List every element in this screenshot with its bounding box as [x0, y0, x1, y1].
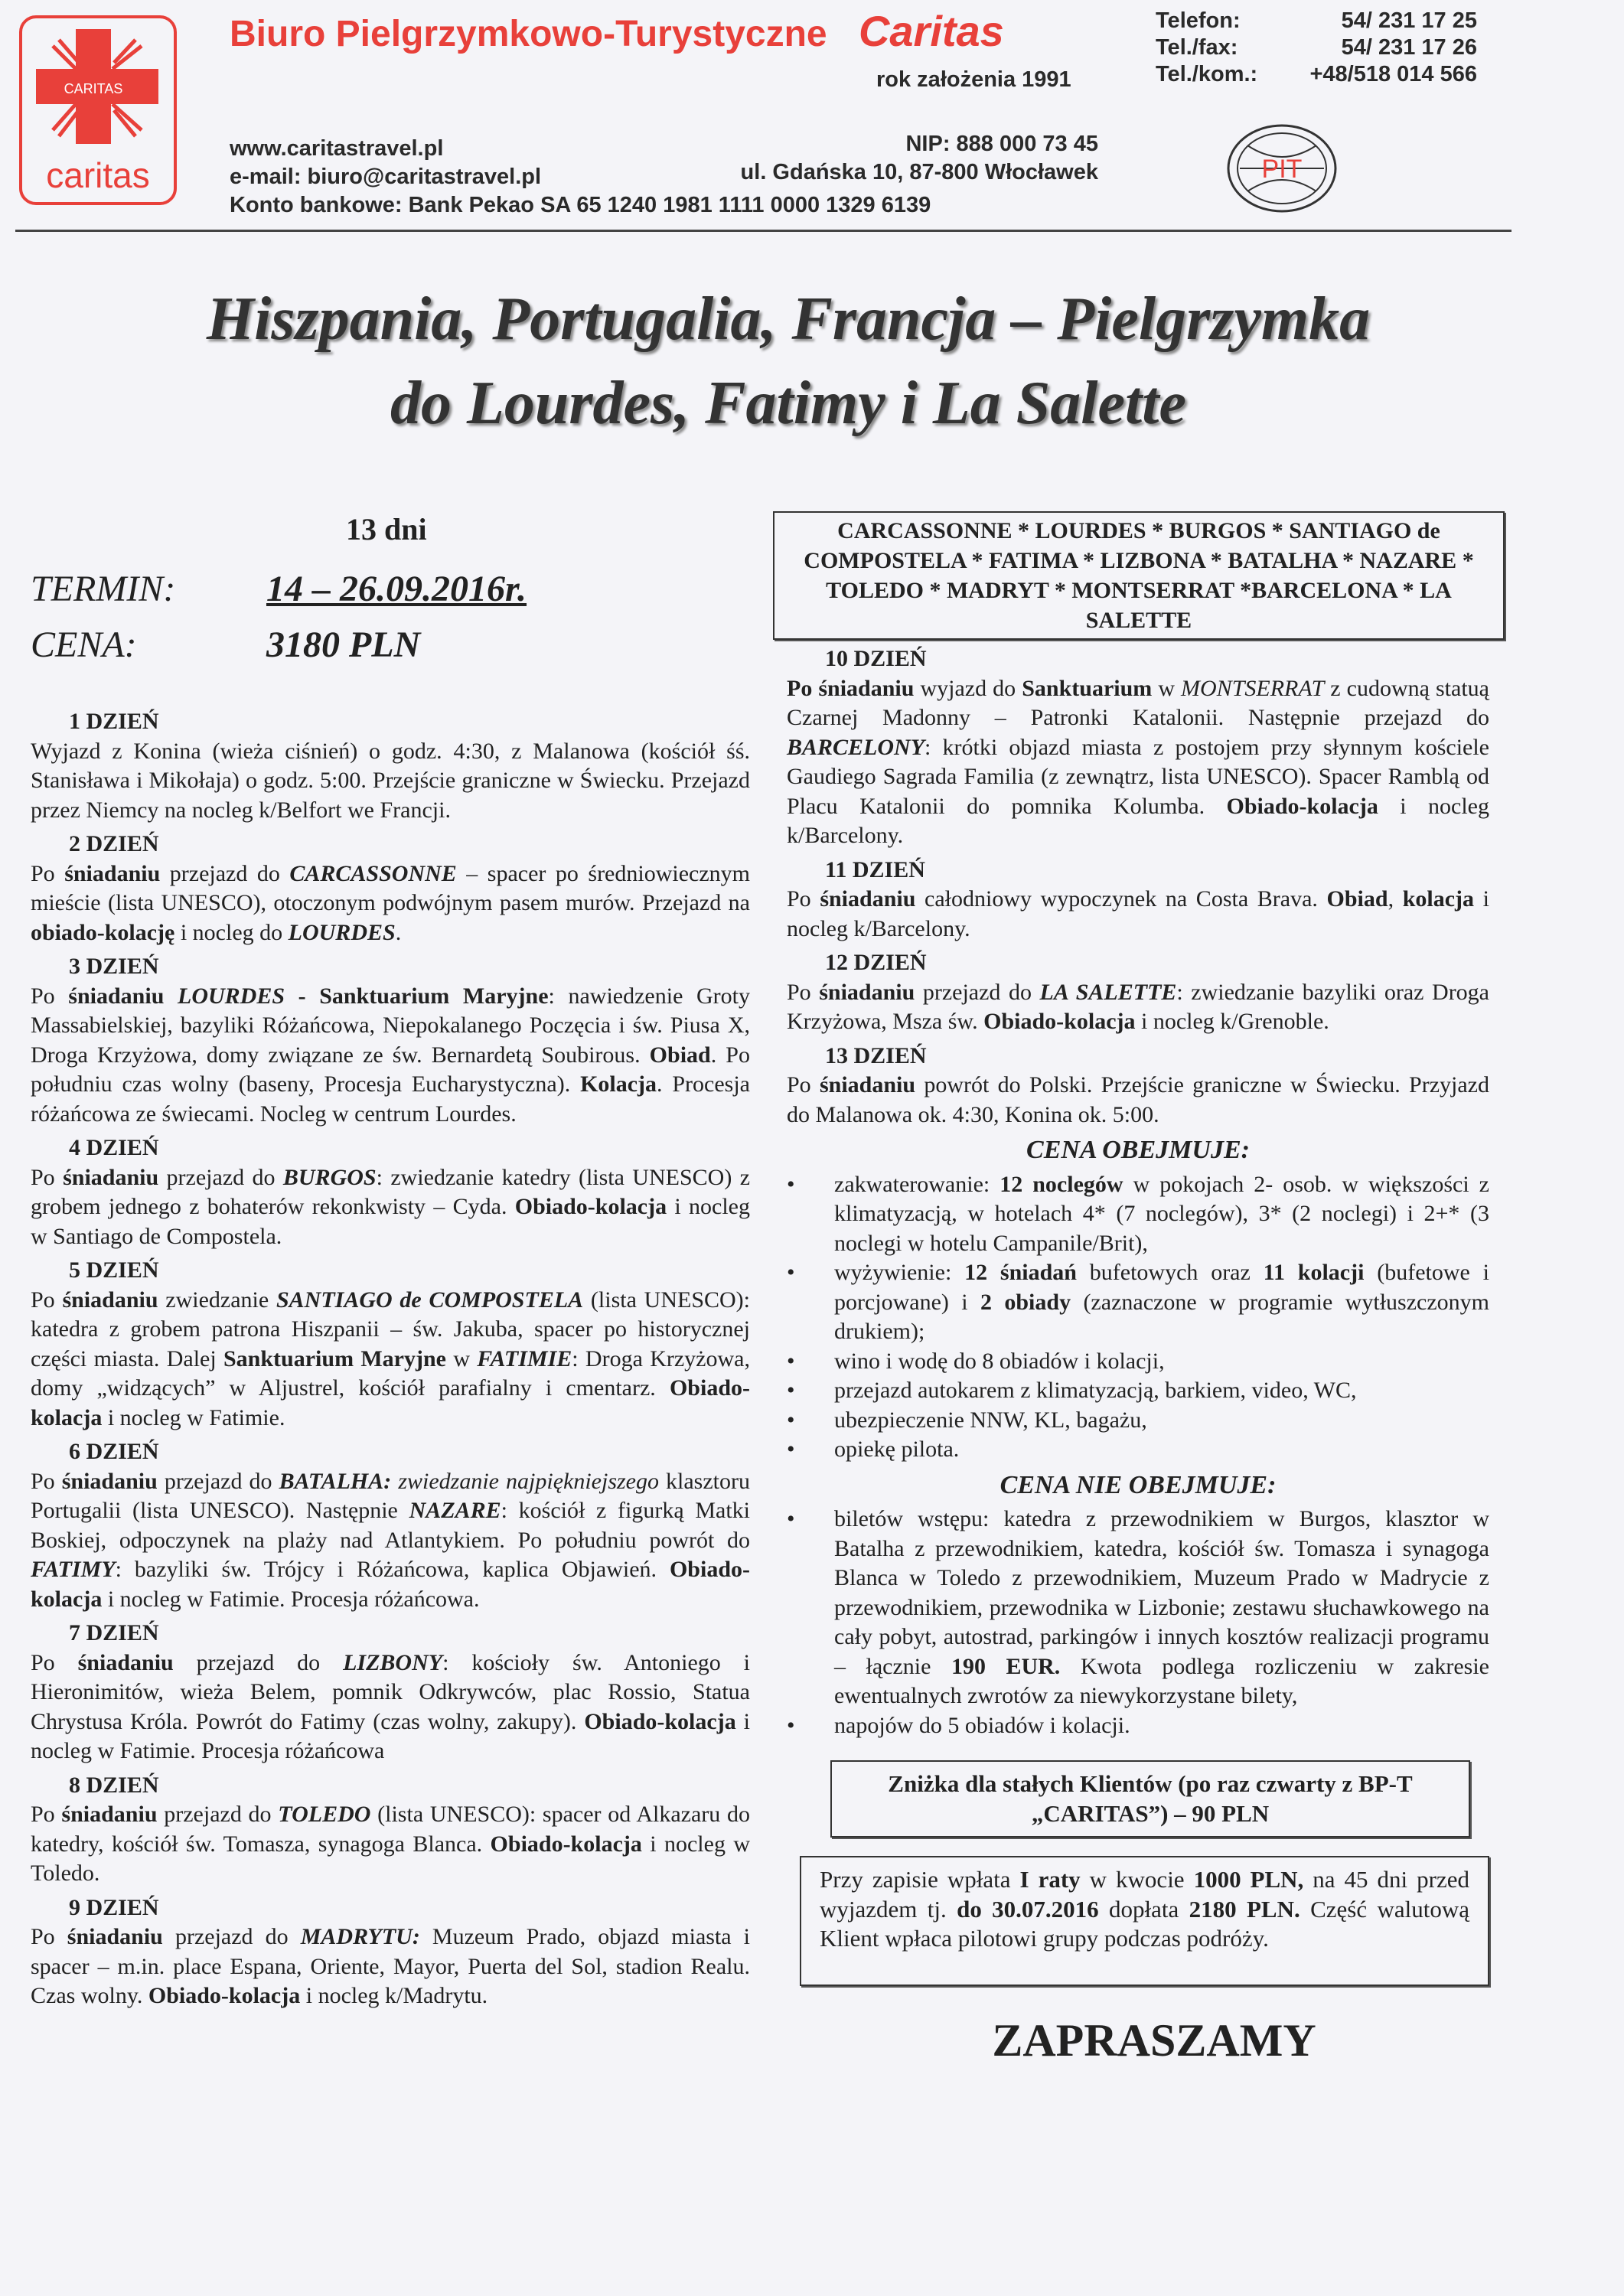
text-segment: Po: [787, 979, 820, 1005]
text-segment: Kwota podlega rozliczeniu w zakresie ewentualnych zwrotów za niewykorzystane bilety,: [834, 1653, 1489, 1708]
emphasized-text: MADRYTU:: [300, 1924, 420, 1949]
includes-list: [787, 1170, 1489, 1465]
contact-label: Tel./fax:: [1156, 35, 1238, 60]
text-segment: w: [446, 1345, 478, 1371]
text-segment: i nocleg k/Grenoble.: [1135, 1009, 1329, 1034]
emphasized-text: Obiado-kolacja: [148, 1983, 301, 2008]
text-segment: Część walutową Klient wpłaca pilotowi grupy podczas podróży.: [820, 1895, 1469, 1952]
text-segment: ,: [1388, 886, 1403, 912]
day-heading: 4 DZIEŃ: [69, 1135, 159, 1160]
globe-icon: [1225, 122, 1339, 214]
list-item: [787, 1711, 1489, 1741]
day-description: [787, 1071, 1489, 1130]
text-segment: (zaznaczone w programie wytłuszczonym drukiem);: [834, 1289, 1489, 1344]
contact-label: Tel./kom.:: [1156, 62, 1258, 86]
term-value: 14 – 26.09.2016r.: [266, 569, 527, 609]
emphasized-text: 12 śniadań: [964, 1260, 1077, 1285]
day-description: [31, 982, 750, 1130]
emphasized-text: FATIMY: [31, 1557, 116, 1582]
text-segment: wyżywienie:: [834, 1260, 965, 1285]
itinerary-right: [773, 511, 1505, 2066]
text-segment: Po: [787, 1072, 820, 1097]
day-description: [31, 859, 750, 948]
emphasized-text: SANTIAGO de COMPOSTELA: [276, 1287, 584, 1313]
text-segment: w pokojach 2- osob. w większości z klimatyzacją, w hotelach 4* (7 noclegów), 3* (2 noclegi) i 2+* (3 noclegi w hotelu Campanile/Brit),: [834, 1171, 1489, 1256]
founded-year: rok założenia 1991: [876, 67, 1071, 92]
route-box: [773, 511, 1505, 640]
company-name: Biuro Pielgrzymkowo-Turystyczne: [230, 14, 827, 54]
day-section: [787, 948, 1489, 1037]
emphasized-text: MONTSERRAT: [1181, 675, 1325, 701]
text-segment: .: [395, 919, 402, 945]
emphasized-text: LOURDES: [178, 983, 285, 1009]
day-description: [787, 885, 1489, 944]
text-segment: i nocleg k/Barcelony.: [787, 886, 1490, 941]
text-segment: powrót do Polski. Przejście graniczne w Świecku. Przyjazd do Malanowa ok. 4:30, Konina ok. 5:00.: [787, 1072, 1489, 1127]
text-segment: przejazd do: [173, 1649, 344, 1675]
text-segment: przejazd do: [160, 860, 290, 886]
text-segment: zakwaterowanie:: [834, 1171, 1000, 1197]
text-segment: Przy zapisie wpłata: [820, 1866, 1020, 1893]
term-label: TERMIN:: [31, 569, 176, 609]
list-item: [787, 1505, 1489, 1711]
emphasized-text: śniadaniu: [63, 1164, 159, 1190]
text-segment: bufetowych oraz: [1076, 1260, 1264, 1285]
text-segment: : nawiedzenie Groty Massabielskiej, bazyliki Różańcowa, Niepokalanego Poczęcia i św. Piusa X, Droga Krzyżowa, domy związane ze św. Bernardetą Soubirous.: [31, 983, 750, 1068]
emphasized-text: LOURDES: [288, 919, 396, 945]
pit-text: PIT: [1261, 155, 1303, 184]
list-item: [787, 1258, 1489, 1347]
emphasized-text: śniadaniu: [64, 860, 161, 886]
text-segment: przejazd do: [915, 979, 1040, 1005]
list-item: [787, 1170, 1489, 1259]
text-segment: Po: [31, 860, 65, 886]
duration: 13 dni: [346, 512, 427, 546]
text-segment: : krótki objazd miasta z postojem przy słynnym kościele Gaudiego Sagrada Familia (z zewnątrz, lista UNESCO). Spacer Ramblą od Placu Katalonii do pomnika Kolumba.: [787, 734, 1489, 819]
day-heading: 1 DZIEŃ: [69, 709, 159, 734]
text-segment: Po: [31, 1649, 78, 1675]
text-segment: i nocleg k/Madrytu.: [300, 1983, 488, 2008]
text-segment: : kościoły św. Antoniego i Hieronimitów, wieża Belem, pomnik Odkrywców, plac Rossio, Statua Chrystusa Króla. Powrót do Fatimy (czas wolny, zakupy).: [31, 1649, 751, 1734]
emphasized-text: Obiado-kolacja: [1226, 793, 1378, 819]
text-segment: przejazd do: [157, 1802, 279, 1827]
day-section: [31, 952, 750, 1129]
brand-name: Caritas: [858, 7, 1004, 55]
route-text: CARCASSONNE * LOURDES * BURGOS * SANTIAGO de COMPOSTELA * FATIMA * LIZBONA * BATALHA * NAZARE * TOLEDO * MADRYT * MONTSERRAT *BARCELONA * LA SALETTE: [804, 518, 1474, 633]
text-segment: (lista UNESCO): katedra z grobem patrona Hiszpanii – św. Jakuba, spacer po historycznej części miasta. Dalej: [31, 1287, 750, 1371]
text-segment: Po: [787, 886, 820, 912]
emphasized-text: 2 obiady: [980, 1289, 1071, 1315]
text-segment: (bufetowe i porcjowane) i: [834, 1260, 1489, 1315]
closing-text: ZAPRASZAMY: [992, 2014, 1316, 2066]
emphasized-text: Obiado-kolacja: [31, 1557, 750, 1612]
day-heading: 2 DZIEŃ: [69, 831, 159, 856]
emphasized-text: śniadaniu: [819, 979, 915, 1005]
emphasized-text: śniadaniu: [67, 1924, 163, 1949]
emphasized-text: BURGOS: [282, 1164, 377, 1190]
emphasized-text: Sanktuarium: [1022, 675, 1153, 701]
day-section: [31, 1437, 750, 1614]
text-segment: Po: [31, 1287, 63, 1313]
emphasized-text: kolacja: [1402, 886, 1475, 912]
day-heading: 3 DZIEŃ: [69, 954, 159, 979]
bank-account: Konto bankowe: Bank Pekao SA 65 1240 1981 1111 0000 1329 6139: [230, 193, 931, 217]
emphasized-text: 12 noclegów: [1000, 1171, 1123, 1197]
caritas-cross-icon: [22, 23, 174, 153]
payment-box: [800, 1856, 1489, 1986]
price-value: 3180 PLN: [266, 625, 421, 665]
day-description: [31, 1467, 750, 1615]
day-description: [31, 1923, 750, 2011]
day-section: [787, 1042, 1489, 1130]
text-segment: : zwiedzanie katedry (lista UNESCO) z grobem jednego z bohaterów rekonkwisty – Cyda.: [31, 1164, 751, 1219]
text-segment: przejazd autokarem z klimatyzacją, barkiem, video, WC,: [834, 1378, 1357, 1403]
logo-cross-text: CARITAS: [64, 81, 123, 96]
list-item: [787, 1435, 1489, 1465]
day-description: [31, 1800, 750, 1889]
list-item: [787, 1376, 1489, 1406]
emphasized-text: Po śniadaniu: [787, 675, 915, 701]
emphasized-text: Obiad: [1326, 886, 1388, 912]
emphasized-text: Obiado-kolacja: [983, 1009, 1136, 1034]
emphasized-text: 1000 PLN,: [1193, 1866, 1304, 1893]
discount-box: [830, 1760, 1470, 1838]
day-description: [31, 737, 750, 826]
text-segment: Muzeum Prado, objazd miasta i spacer – m.in. place Espana, Oriente, Mayor, Puerta del Sol, stadion Realu. Czas wolny.: [31, 1924, 751, 2008]
text-segment: opiekę pilota.: [834, 1437, 960, 1462]
text-segment: . Po południu czas wolny (baseny, Procesja Eucharystyczna).: [31, 1042, 750, 1097]
text-segment: wyjazd do: [914, 675, 1022, 701]
emphasized-text: śniadaniu: [62, 1287, 158, 1313]
emphasized-text: Obiado-kolacja: [31, 1375, 750, 1430]
text-segment: i nocleg do: [174, 919, 289, 945]
text-segment: i nocleg w Santiago de Compostela.: [31, 1194, 750, 1249]
emphasized-text: do 30.07.2016: [957, 1895, 1099, 1923]
text-segment: wino i wodę do 8 obiadów i kolacji,: [834, 1348, 1165, 1374]
text-segment: biletów wstępu: katedra z przewodnikiem w Burgos, klasztor w Batalha z przewodnikiem, katedra, kościół św. Tomasza i synagoga Blanca w Toledo z przewodnikiem, Muzeum Prado w Madrycie z przewodnikiem, przewodnika w Lizbonie; zestawu słuchawkowego na cały pobyt, autostrad, parkingów i innych kosztów realizacji programu – łącznie: [834, 1506, 1489, 1679]
discount-text: Zniżka dla stałych Klientów (po raz czwarty z BP-T „CARITAS”) – 90 PLN: [888, 1770, 1413, 1827]
text-segment: : kościół z figurką Matki Boskiej, odpoczynek na plaży nad Atlantykiem. Po południu powrót do: [31, 1498, 750, 1553]
text-segment: i nocleg w Fatimie. Procesja różańcowa.: [102, 1586, 480, 1612]
text-segment: : bazyliki św. Trójcy i Różańcowa, kaplica Objawień.: [115, 1557, 670, 1582]
text-segment: ubezpieczenie NNW, KL, bagażu,: [834, 1407, 1147, 1433]
page-title-line1: Hiszpania, Portugalia, Francja – Pielgrzymka: [206, 285, 1371, 353]
text-segment: przejazd do: [162, 1924, 301, 1949]
text-segment: : Droga Krzyżowa, domy „widzących” w Aljustrel, kościół parafialny i cmentarz.: [31, 1345, 750, 1401]
emphasized-text: zwiedzanie najpiękniejszego: [391, 1468, 659, 1494]
emphasized-text: Sanktuarium Maryjne: [223, 1345, 446, 1371]
text-segment: Po: [31, 983, 69, 1009]
excludes-list: [787, 1505, 1489, 1740]
text-segment: na 45 dni przed wyjazdem tj.: [820, 1866, 1470, 1923]
emphasized-text: obiado-kolację: [31, 919, 175, 945]
address: ul. Gdańska 10, 87-800 Włocławek: [740, 160, 1098, 184]
itinerary-left: [31, 703, 750, 2011]
text-segment: [164, 983, 178, 1009]
day-heading: 9 DZIEŃ: [69, 1894, 159, 1920]
text-segment: Po: [31, 1802, 62, 1827]
day-section: [31, 830, 750, 947]
emphasized-text: śniadaniu: [819, 1072, 916, 1097]
day-section: [31, 1619, 750, 1766]
day-heading: 8 DZIEŃ: [69, 1772, 159, 1798]
day-heading: 6 DZIEŃ: [69, 1439, 159, 1464]
text-segment: (lista UNESCO): spacer od Alkazaru do katedry, kościół św. Tomasza, synagoga Blanca.: [31, 1802, 751, 1857]
day-description: [787, 978, 1489, 1037]
emphasized-text: śniadaniu: [77, 1649, 174, 1675]
text-segment: dopłata: [1098, 1895, 1189, 1923]
day-heading: 13 DZIEŃ: [825, 1042, 927, 1068]
includes-heading: CENA OBEJMUJE:: [1026, 1136, 1250, 1164]
emphasized-text: CARCASSONNE: [289, 860, 457, 886]
emphasized-text: BATALHA:: [279, 1468, 392, 1494]
emphasized-text: śniadaniu: [68, 983, 165, 1009]
contacts: [1156, 8, 1477, 88]
text-segment: i nocleg w Fatimie.: [102, 1404, 285, 1430]
contact-value: 54/ 231 17 25: [1341, 8, 1477, 33]
emphasized-text: 11 kolacji: [1263, 1260, 1365, 1285]
text-segment: – spacer po średniowiecznym mieście (lista UNESCO), otoczonym podwójnym pasem murów. Przejazd na: [31, 860, 750, 915]
day-section: [31, 707, 750, 825]
contact-label: Telefon:: [1156, 8, 1241, 33]
day-description: [31, 1286, 750, 1433]
emphasized-text: Kolacja: [580, 1071, 657, 1097]
text-segment: i nocleg w Fatimie. Procesja różańcowa: [31, 1708, 750, 1763]
text-segment: . Procesja różańcowa ze świecami. Nocleg w centrum Lourdes.: [31, 1071, 750, 1127]
list-item: [787, 1347, 1489, 1377]
day-description: [787, 674, 1489, 851]
emphasized-text: 2180 PLN.: [1189, 1895, 1300, 1923]
day-description: [31, 1163, 750, 1252]
page-title-line2: do Lourdes, Fatimy i La Salette: [390, 370, 1186, 437]
day-heading: 7 DZIEŃ: [69, 1620, 159, 1645]
emphasized-text: LA SALETTE: [1039, 979, 1177, 1005]
emphasized-text: TOLEDO: [278, 1802, 371, 1827]
text-segment: przejazd do: [157, 1468, 279, 1494]
text-segment: i nocleg w Toledo.: [31, 1831, 750, 1886]
pit-logo: [1225, 122, 1339, 214]
text-segment: Po: [31, 1164, 64, 1190]
text-segment: w kwocie: [1080, 1866, 1194, 1893]
emphasized-text: Obiado-kolacja: [490, 1831, 642, 1857]
emphasized-text: śniadaniu: [61, 1802, 158, 1827]
emphasized-text: śniadaniu: [61, 1468, 158, 1494]
website-link[interactable]: www.caritastravel.pl: [230, 136, 444, 161]
text-segment: napojów do 5 obiadów i kolacji.: [834, 1712, 1130, 1738]
day-heading: 5 DZIEŃ: [69, 1257, 159, 1283]
day-section: [31, 1771, 750, 1889]
price-label: CENA:: [31, 625, 137, 665]
text-segment: przejazd do: [158, 1164, 283, 1190]
text-segment: i nocleg k/Barcelony.: [787, 793, 1489, 848]
day-heading: 12 DZIEŃ: [825, 950, 927, 975]
emphasized-text: I raty: [1019, 1866, 1081, 1893]
header-divider: [15, 230, 1511, 232]
day-section: [787, 856, 1489, 944]
day-description: [31, 1649, 750, 1766]
emphasized-text: BARCELONY: [787, 734, 925, 760]
text-segment: z cudowną statuą Czarnej Madonny – Patronki Katalonii. Następnie przejazd do: [787, 675, 1489, 730]
contact-value: 54/ 231 17 26: [1341, 35, 1477, 60]
caritas-logo: [19, 15, 177, 205]
logo-text: caritas: [46, 155, 150, 195]
emphasized-text: Obiado-kolacja: [584, 1708, 736, 1734]
emphasized-text: 190 EUR.: [951, 1653, 1061, 1679]
day-heading: 11 DZIEŃ: [825, 856, 925, 882]
excludes-heading: CENA NIE OBEJMUJE:: [1000, 1470, 1277, 1499]
emphasized-text: NAZARE: [409, 1498, 501, 1523]
day-section: [31, 1893, 750, 2011]
emphasized-text: - Sanktuarium Maryjne: [285, 983, 549, 1009]
text-segment: : zwiedzanie bazyliki oraz Droga Krzyżowa, Msza św.: [787, 979, 1489, 1034]
text-segment: Po: [31, 1924, 67, 1949]
emphasized-text: Obiado-kolacja: [514, 1194, 667, 1219]
text-segment: klasztoru Portugalii (lista UNESCO). Następnie: [31, 1468, 750, 1523]
text-segment: zwiedzanie: [158, 1287, 276, 1313]
list-item: [787, 1406, 1489, 1436]
emphasized-text: Obiad: [649, 1042, 711, 1068]
day-section: [787, 644, 1489, 851]
nip: NIP: 888 000 73 45: [905, 132, 1098, 156]
emphasized-text: FATIMIE: [477, 1345, 572, 1371]
day-section: [31, 1256, 750, 1433]
day-section: [31, 1133, 750, 1251]
contact-value: +48/518 014 566: [1309, 62, 1477, 86]
text-segment: Wyjazd z Konina (wieża ciśnień) o godz. 4:30, z Malanowa (kościół śś. Stanisława i Mikołaja) o godz. 5:00. Przejście graniczne w Świecku. Przejazd przez Niemcy na nocleg k/Belfort we Francji.: [31, 738, 750, 823]
emphasized-text: LIZBONY: [343, 1649, 443, 1675]
day-heading: 10 DZIEŃ: [825, 646, 927, 671]
text-segment: Po: [31, 1468, 62, 1494]
emphasized-text: śniadaniu: [820, 886, 916, 912]
text-segment: w: [1152, 675, 1182, 701]
text-segment: całodniowy wypoczynek na Costa Brava.: [915, 886, 1327, 912]
email-link[interactable]: e-mail: biuro@caritastravel.pl: [230, 165, 542, 189]
